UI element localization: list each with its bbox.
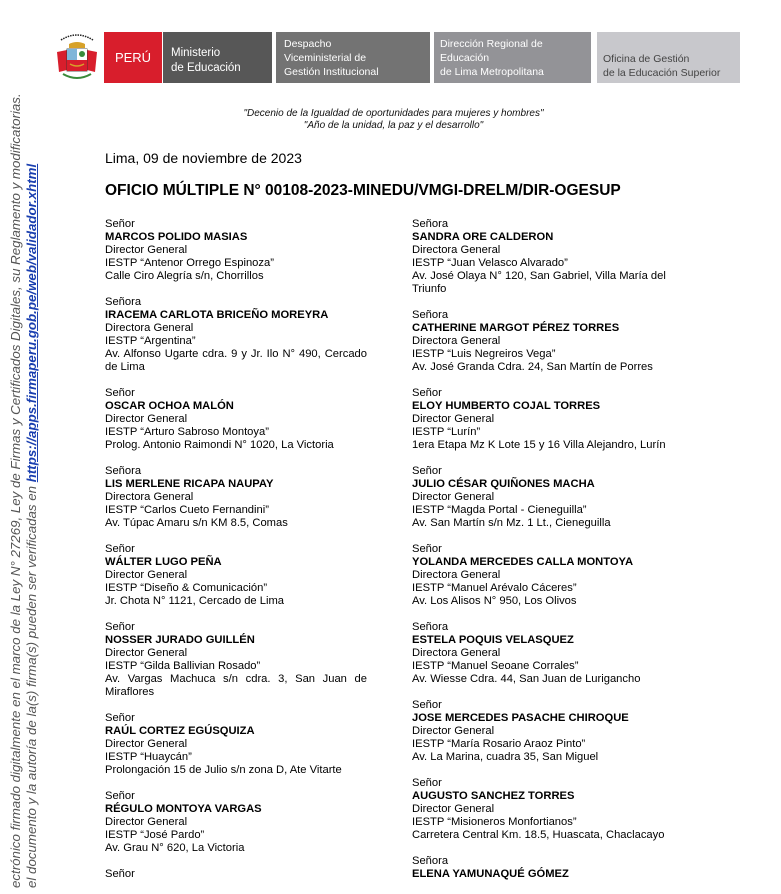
document-title: OFICIO MÚLTIPLE N° 00108-2023-MINEDU/VMGI-DRELM/DIR-OGESUP: [105, 182, 621, 199]
recipient-name: RÉGULO MONTOYA VARGAS: [105, 803, 262, 815]
recipient-salutation: Señor: [105, 387, 135, 399]
recipient-role: Director General: [105, 738, 188, 750]
recipient-address: Av. Wiesse Cdra. 44, San Juan de Lurigancho: [412, 673, 641, 685]
recipient-salutation: Señor: [105, 868, 135, 880]
recipient-name: ESTELA POQUIS VELASQUEZ: [412, 634, 574, 646]
recipient-address: Prolongación 15 de Julio s/n zona D, Ate Vitarte: [105, 764, 342, 776]
recipient-entry: [105, 712, 367, 777]
recipient-entry: [412, 465, 687, 530]
recipient-entry: [412, 218, 687, 296]
recipient-entry: [105, 790, 367, 855]
direccion-line: Dirección Regional de: [440, 38, 543, 50]
recipient-role: Director General: [412, 725, 495, 737]
recipient-institution: IESTP “Manuel Arévalo Cáceres”: [412, 582, 577, 594]
recipient-salutation: Señor: [105, 712, 135, 724]
recipient-role: Director General: [105, 569, 188, 581]
recipient-role: Directora General: [105, 491, 194, 503]
recipient-institution: IESTP “Antenor Orrego Espinoza”: [105, 257, 274, 269]
recipient-institution: IESTP “Huaycán”: [105, 751, 192, 763]
recipient-name: JOSE MERCEDES PASACHE CHIROQUE: [412, 712, 629, 724]
oficina-line: Oficina de Gestión: [603, 53, 690, 65]
recipient-name: JULIO CÉSAR QUIÑONES MACHA: [412, 478, 595, 490]
document-date: Lima, 09 de noviembre de 2023: [105, 150, 302, 166]
recipient-salutation: Señor: [412, 387, 442, 399]
slogan-anio: "Año de la unidad, la paz y el desarrollo": [303, 120, 484, 131]
recipient-entry: [412, 309, 687, 374]
recipient-entry: [412, 621, 687, 686]
recipient-role: Director General: [105, 647, 188, 659]
peru-brand-box: [104, 32, 162, 83]
recipient-institution: IESTP “Carlos Cueto Fernandini”: [105, 504, 269, 516]
validator-link[interactable]: https://apps.firmaperu.gob.pe/web/validador.xhtml: [24, 163, 39, 483]
ministry-line: de Educación: [171, 62, 241, 74]
recipient-name: LIS MERLENE RICAPA NAUPAY: [105, 478, 274, 490]
direccion-regional-box: [434, 32, 591, 83]
slogan-decenio: "Decenio de la Igualdad de oportunidades para mujeres y hombres": [243, 108, 544, 119]
recipient-name: NOSSER JURADO GUILLÉN: [105, 634, 255, 646]
recipient-role: Directora General: [412, 647, 501, 659]
oficina-line: de la Educación Superior: [603, 67, 721, 79]
recipient-entry: [105, 296, 367, 374]
recipient-role: Director General: [105, 413, 188, 425]
recipient-name: IRACEMA CARLOTA BRICEÑO MOREYRA: [105, 309, 329, 321]
ministry-box: [163, 32, 272, 83]
despacho-line: Despacho: [284, 38, 332, 50]
despacho-line: Viceministerial de: [284, 52, 367, 64]
recipient-institution: IESTP “María Rosario Araoz Pinto”: [412, 738, 586, 750]
recipient-name: ELENA YAMUNAQUÉ GÓMEZ: [412, 868, 569, 880]
recipient-entry: [105, 465, 367, 530]
recipient-address: Av. José Olaya N° 120, San Gabriel, Villa María del Triunfo: [412, 270, 666, 295]
recipient-name: SANDRA ORE CALDERON: [412, 231, 554, 243]
recipient-salutation: Señora: [105, 296, 142, 308]
recipient-entry: [105, 387, 367, 452]
direccion-line: Educación: [440, 52, 490, 64]
peru-label: PERÚ: [114, 50, 152, 65]
recipient-name: RAÚL CORTEZ EGÚSQUIZA: [105, 725, 255, 737]
recipient-address: Carretera Central Km. 18.5, Huascata, Chaclacayo: [412, 829, 665, 841]
recipient-address: Av. Los Alisos N° 950, Los Olivos: [412, 595, 577, 607]
recipient-salutation: Señor: [412, 465, 442, 477]
recipient-institution: IESTP “Manuel Seoane Corrales”: [412, 660, 579, 672]
recipients-left-column: [105, 218, 367, 894]
recipient-institution: IESTP “Luis Negreiros Vega”: [412, 348, 556, 360]
recipient-institution: IESTP “Misioneros Monfortianos”: [412, 816, 577, 828]
oficina-box: [597, 32, 740, 83]
recipient-address: Prolog. Antonio Raimondi N° 1020, La Victoria: [105, 439, 334, 451]
recipient-institution: IESTP “Juan Velasco Alvarado”: [412, 257, 568, 269]
recipient-address: Av. Grau N° 620, La Victoria: [105, 842, 245, 854]
recipients-right-column: [412, 218, 687, 894]
recipient-institution: IESTP “Magda Portal - Cieneguilla”: [412, 504, 587, 516]
recipient-entry: [105, 218, 367, 283]
signature-note-line2: [24, 164, 39, 888]
signature-note-prefix: el documento y la autoría de la(s) firma(s) pueden ser verificadas en: [24, 482, 39, 888]
recipient-institution: IESTP “Argentina”: [105, 335, 196, 347]
recipient-institution: IESTP “Diseño & Comunicación”: [105, 582, 268, 594]
recipient-name: ELOY HUMBERTO COJAL TORRES: [412, 400, 601, 412]
recipient-role: Directora General: [412, 569, 501, 581]
recipient-entry: [105, 543, 367, 608]
recipient-role: Directora General: [412, 335, 501, 347]
recipient-address: Av. Túpac Amaru s/n KM 8.5, Comas: [105, 517, 288, 529]
recipient-salutation: Señor: [105, 218, 135, 230]
recipient-role: Directora General: [105, 322, 194, 334]
recipient-name: AUGUSTO SANCHEZ TORRES: [412, 790, 575, 802]
recipient-institution: IESTP “Lurín”: [412, 426, 481, 438]
recipient-salutation: Señor: [105, 790, 135, 802]
recipient-entry: [105, 868, 367, 881]
recipient-institution: IESTP “Gilda Ballivian Rosado”: [105, 660, 261, 672]
recipient-salutation: Señora: [412, 309, 449, 321]
ministry-line: Ministerio: [171, 47, 221, 59]
recipient-salutation: Señor: [105, 543, 135, 555]
recipient-address: Av. San Martín s/n Mz. 1 Lt., Cieneguilla: [412, 517, 611, 529]
recipient-salutation: Señora: [412, 855, 449, 867]
recipient-role: Directora General: [412, 244, 501, 256]
recipient-entry: [412, 777, 687, 842]
recipient-role: Director General: [412, 491, 495, 503]
recipient-address: Av. La Marina, cuadra 35, San Miguel: [412, 751, 599, 763]
direccion-line: de Lima Metropolitana: [440, 66, 544, 78]
recipient-name: YOLANDA MERCEDES CALLA MONTOYA: [412, 556, 634, 568]
recipient-entry: [412, 387, 687, 452]
recipient-salutation: Señor: [412, 777, 442, 789]
recipient-institution: IESTP “José Pardo”: [105, 829, 205, 841]
recipient-role: Director General: [412, 803, 495, 815]
recipient-name: CATHERINE MARGOT PÉREZ TORRES: [412, 322, 620, 334]
recipient-address: Av. José Granda Cdra. 24, San Martín de Porres: [412, 361, 653, 373]
recipient-name: WÁLTER LUGO PEÑA: [105, 556, 222, 568]
recipient-salutation: Señora: [105, 465, 142, 477]
recipient-address: Jr. Chota N° 1121, Cercado de Lima: [105, 595, 285, 607]
slogans: [0, 108, 781, 132]
digital-signature-note: [8, 0, 68, 888]
recipient-institution: IESTP “Arturo Sabroso Montoya”: [105, 426, 269, 438]
recipient-entry: [105, 621, 367, 699]
recipient-entry: [412, 699, 687, 764]
recipient-address: 1era Etapa Mz K Lote 15 y 16 Villa Alejandro, Lurín: [412, 439, 666, 451]
recipient-salutation: Señor: [412, 543, 442, 555]
despacho-line: Gestión Institucional: [284, 66, 379, 78]
recipient-name: OSCAR OCHOA MALÓN: [105, 400, 234, 412]
signature-note-line1: ectrónico firmado digitalmente en el marco de la Ley N° 27269, Ley de Firmas y Certificados Digitales, su Reglamento y modificatorias.: [8, 93, 23, 888]
recipient-salutation: Señora: [412, 621, 449, 633]
recipient-role: Director General: [105, 244, 188, 256]
recipient-address: Av. Vargas Machuca s/n cdra. 3, San Juan de Miraflores: [105, 673, 367, 698]
recipient-entry: [412, 855, 687, 881]
recipient-entry: [412, 543, 687, 608]
recipient-address: Av. Alfonso Ugarte cdra. 9 y Jr. Ilo N° 490, Cercado de Lima: [105, 348, 367, 373]
recipient-salutation: Señor: [412, 699, 442, 711]
recipient-role: Director General: [412, 413, 495, 425]
recipient-address: Calle Ciro Alegría s/n, Chorrillos: [105, 270, 264, 282]
recipient-name: MARCOS POLIDO MASIAS: [105, 231, 248, 243]
despacho-box: [276, 32, 430, 83]
recipient-role: Director General: [105, 816, 188, 828]
recipient-salutation: Señor: [105, 621, 135, 633]
recipient-salutation: Señora: [412, 218, 449, 230]
